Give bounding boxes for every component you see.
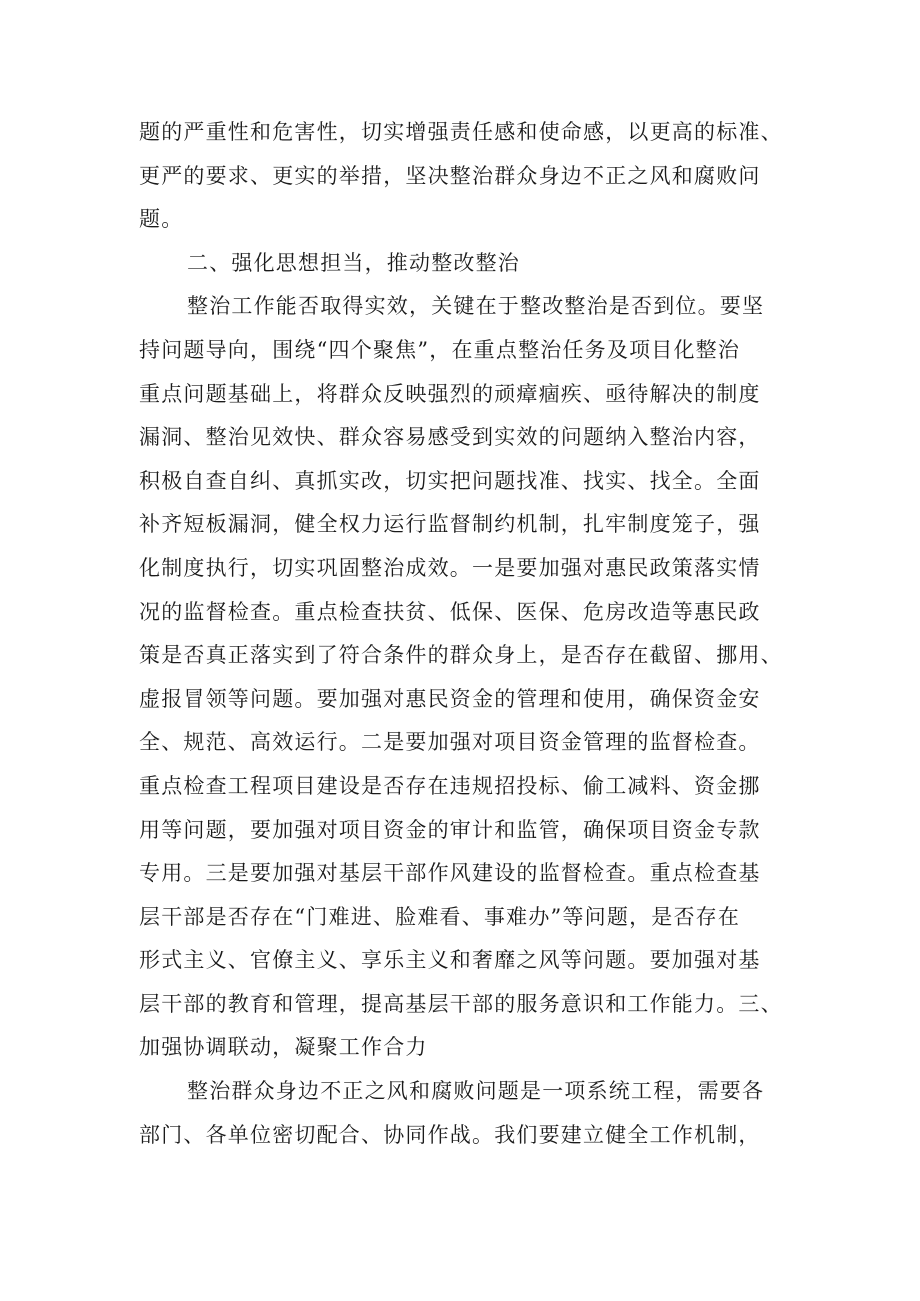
- text-line: 部门、各单位密切配合、协同作战。我们要建立健全工作机制，: [139, 1122, 761, 1147]
- text-line: 层干部的教育和管理，提高基层干部的服务意识和工作能力。三、: [139, 991, 783, 1016]
- text-line: 漏洞、整治见效快、群众容易感受到实效的问题纳入整治内容，: [139, 425, 761, 450]
- text-line: 持问题导向，围绕“四个聚焦”，在重点整治任务及项目化整治: [139, 337, 741, 362]
- text-line: 形式主义、官僚主义、享乐主义和奢靡之风等问题。要加强对基: [139, 948, 761, 973]
- text-line: 层干部是否存在“门难进、脸难看、事难办”等问题，是否存在: [139, 904, 741, 929]
- text-line: 更严的要求、更实的举措，坚决整治群众身边不正之风和腐败问: [139, 163, 761, 188]
- text-line: 题。: [139, 207, 184, 232]
- text-line: 用等问题，要加强对项目资金的审计和监管，确保项目资金专款: [139, 817, 761, 842]
- text-line: 重点问题基础上，将群众反映强烈的顽瘴痼疾、亟待解决的制度: [139, 381, 761, 406]
- text-line: 虚报冒领等问题。要加强对惠民资金的管理和使用，确保资金安: [139, 686, 761, 711]
- text-line: 积极自查自纠、真抓实改，切实把问题找准、找实、找全。全面: [139, 468, 761, 493]
- text-line: 专用。三是要加强对基层干部作风建设的监督检查。重点检查基: [139, 861, 761, 886]
- section-heading: 二、强化思想担当，推动整改整治: [187, 250, 520, 275]
- text-line: 全、规范、高效运行。二是要加强对项目资金管理的监督检查。: [139, 730, 761, 755]
- text-line: 况的监督检查。重点检查扶贫、低保、医保、危房改造等惠民政: [139, 599, 761, 624]
- section-heading: 加强协调联动，凝聚工作合力: [139, 1035, 428, 1060]
- text-line: 整治工作能否取得实效，关键在于整改整治是否到位。要坚: [187, 294, 765, 319]
- body-text: [139, 111, 799, 1157]
- text-line: 重点检查工程项目建设是否存在违规招投标、偷工减料、资金挪: [139, 773, 761, 798]
- text-line: 题的严重性和危害性，切实增强责任感和使命感，以更高的标准、: [139, 120, 783, 144]
- text-line: 补齐短板漏洞，健全权力运行监督制约机制，扎牢制度笼子，强: [139, 512, 761, 537]
- text-line: 整治群众身边不正之风和腐败问题是一项系统工程，需要各: [187, 1079, 765, 1104]
- text-line: 策是否真正落实到了符合条件的群众身上，是否存在截留、挪用、: [139, 643, 783, 668]
- text-line: 化制度执行，切实巩固整治成效。一是要加强对惠民政策落实情: [139, 555, 761, 580]
